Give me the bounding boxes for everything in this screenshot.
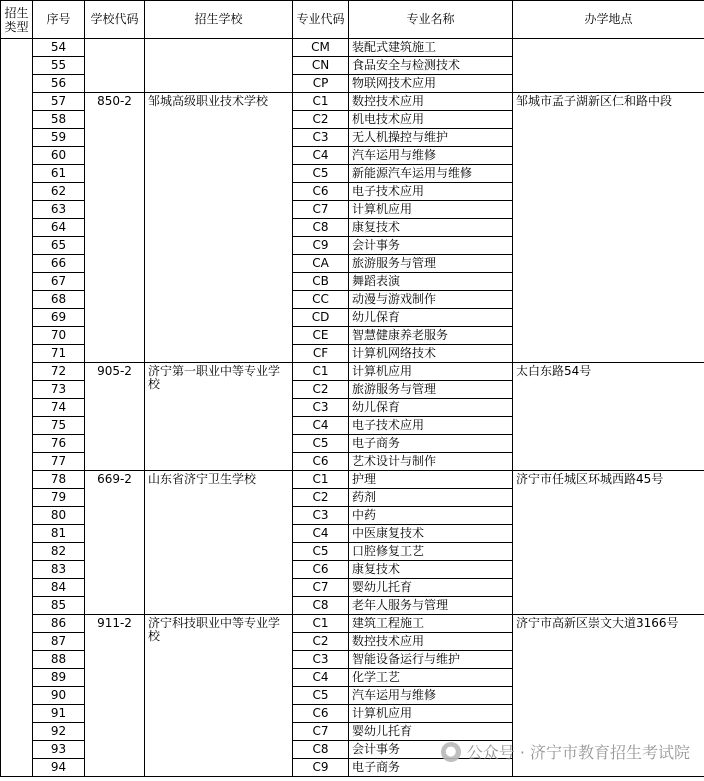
major-name-cell: 汽车运用与维修 xyxy=(349,147,513,165)
seq-cell: 80 xyxy=(33,507,85,525)
seq-cell: 58 xyxy=(33,111,85,129)
seq-cell: 57 xyxy=(33,93,85,111)
major-code-cell: C9 xyxy=(293,237,349,255)
table-row xyxy=(1,363,704,381)
major-name-cell: 电子技术应用 xyxy=(349,417,513,435)
major-name-cell: 无人机操控与维护 xyxy=(349,129,513,147)
school-code-cell xyxy=(85,39,145,93)
major-name-cell: 数控技术应用 xyxy=(349,633,513,651)
major-name-cell: 电子商务 xyxy=(349,759,513,777)
major-name-cell: 计算机应用 xyxy=(349,363,513,381)
seq-cell: 85 xyxy=(33,597,85,615)
seq-cell: 74 xyxy=(33,399,85,417)
location-cell xyxy=(513,39,704,93)
seq-cell: 83 xyxy=(33,561,85,579)
seq-cell: 67 xyxy=(33,273,85,291)
school-name-cell xyxy=(145,39,293,93)
major-code-cell: C6 xyxy=(293,183,349,201)
major-name-cell: 康复技术 xyxy=(349,219,513,237)
header-enroll-type: 招生类型 xyxy=(1,1,33,39)
major-code-cell: C6 xyxy=(293,705,349,723)
major-code-cell: CN xyxy=(293,57,349,75)
major-name-cell: 舞蹈表演 xyxy=(349,273,513,291)
major-code-cell: C3 xyxy=(293,651,349,669)
major-code-cell: C7 xyxy=(293,579,349,597)
major-code-cell: C3 xyxy=(293,507,349,525)
major-code-cell: CE xyxy=(293,327,349,345)
major-code-cell: C4 xyxy=(293,417,349,435)
major-code-cell: C3 xyxy=(293,129,349,147)
major-code-cell: C7 xyxy=(293,201,349,219)
school-name-cell: 邹城高级职业技术学校 xyxy=(145,93,293,363)
major-code-cell: C8 xyxy=(293,219,349,237)
seq-cell: 81 xyxy=(33,525,85,543)
seq-cell: 69 xyxy=(33,309,85,327)
major-name-cell: 康复技术 xyxy=(349,561,513,579)
seq-cell: 91 xyxy=(33,705,85,723)
location-cell: 济宁市高新区崇文大道3166号 xyxy=(513,615,704,777)
seq-cell: 92 xyxy=(33,723,85,741)
seq-cell: 89 xyxy=(33,669,85,687)
header-location: 办学地点 xyxy=(513,1,704,39)
school-code-cell: 850-2 xyxy=(85,93,145,363)
wechat-icon: ● xyxy=(441,742,461,762)
major-code-cell: C4 xyxy=(293,669,349,687)
major-code-cell: C2 xyxy=(293,111,349,129)
seq-cell: 82 xyxy=(33,543,85,561)
major-code-cell: C1 xyxy=(293,615,349,633)
table-body xyxy=(1,39,704,777)
major-code-cell: C8 xyxy=(293,741,349,759)
major-code-cell: C6 xyxy=(293,561,349,579)
school-name-cell: 山东省济宁卫生学校 xyxy=(145,471,293,615)
location-cell: 邹城市孟子湖新区仁和路中段 xyxy=(513,93,704,363)
seq-cell: 65 xyxy=(33,237,85,255)
seq-cell: 93 xyxy=(33,741,85,759)
seq-cell: 73 xyxy=(33,381,85,399)
major-code-cell: C7 xyxy=(293,723,349,741)
school-name-cell: 济宁科技职业中等专业学校 xyxy=(145,615,293,777)
seq-cell: 60 xyxy=(33,147,85,165)
major-name-cell: 艺术设计与制作 xyxy=(349,453,513,471)
major-name-cell: 动漫与游戏制作 xyxy=(349,291,513,309)
major-name-cell: 口腔修复工艺 xyxy=(349,543,513,561)
major-name-cell: 汽车运用与维修 xyxy=(349,687,513,705)
major-code-cell: CD xyxy=(293,309,349,327)
seq-cell: 64 xyxy=(33,219,85,237)
major-name-cell: 建筑工程施工 xyxy=(349,615,513,633)
seq-cell: 76 xyxy=(33,435,85,453)
major-code-cell: CP xyxy=(293,75,349,93)
major-name-cell: 会计事务 xyxy=(349,237,513,255)
major-name-cell: 化学工艺 xyxy=(349,669,513,687)
major-code-cell: C6 xyxy=(293,453,349,471)
table-row xyxy=(1,93,704,111)
seq-cell: 71 xyxy=(33,345,85,363)
major-name-cell: 老年人服务与管理 xyxy=(349,597,513,615)
major-name-cell: 旅游服务与管理 xyxy=(349,381,513,399)
school-name-cell: 济宁第一职业中等专业学校 xyxy=(145,363,293,471)
major-name-cell: 装配式建筑施工 xyxy=(349,39,513,57)
major-name-cell: 计算机网络技术 xyxy=(349,345,513,363)
major-code-cell: C5 xyxy=(293,165,349,183)
major-name-cell: 计算机应用 xyxy=(349,201,513,219)
seq-cell: 68 xyxy=(33,291,85,309)
seq-cell: 75 xyxy=(33,417,85,435)
major-name-cell: 幼儿保育 xyxy=(349,309,513,327)
major-name-cell: 物联网技术应用 xyxy=(349,75,513,93)
seq-cell: 62 xyxy=(33,183,85,201)
enroll-type-cell xyxy=(1,39,33,777)
table-row xyxy=(1,39,704,57)
school-code-cell: 669-2 xyxy=(85,471,145,615)
major-name-cell: 婴幼儿托育 xyxy=(349,723,513,741)
seq-cell: 84 xyxy=(33,579,85,597)
major-code-cell: C5 xyxy=(293,543,349,561)
seq-cell: 77 xyxy=(33,453,85,471)
seq-cell: 88 xyxy=(33,651,85,669)
major-name-cell: 旅游服务与管理 xyxy=(349,255,513,273)
major-name-cell: 数控技术应用 xyxy=(349,93,513,111)
seq-cell: 66 xyxy=(33,255,85,273)
major-name-cell: 护理 xyxy=(349,471,513,489)
table-row xyxy=(1,471,704,489)
major-name-cell: 机电技术应用 xyxy=(349,111,513,129)
major-code-cell: CC xyxy=(293,291,349,309)
seq-cell: 70 xyxy=(33,327,85,345)
location-cell: 济宁市任城区环城西路45号 xyxy=(513,471,704,615)
seq-cell: 87 xyxy=(33,633,85,651)
major-name-cell: 新能源汽车运用与维修 xyxy=(349,165,513,183)
major-code-cell: CA xyxy=(293,255,349,273)
location-cell: 太白东路54号 xyxy=(513,363,704,471)
major-code-cell: CF xyxy=(293,345,349,363)
seq-cell: 61 xyxy=(33,165,85,183)
header-school-name: 招生学校 xyxy=(145,1,293,39)
major-code-cell: CB xyxy=(293,273,349,291)
seq-cell: 90 xyxy=(33,687,85,705)
header-row xyxy=(1,1,704,39)
major-code-cell: C1 xyxy=(293,363,349,381)
major-code-cell: C1 xyxy=(293,471,349,489)
major-code-cell: C8 xyxy=(293,597,349,615)
major-code-cell: C2 xyxy=(293,489,349,507)
seq-cell: 63 xyxy=(33,201,85,219)
school-code-cell: 911-2 xyxy=(85,615,145,777)
seq-cell: 78 xyxy=(33,471,85,489)
major-code-cell: C4 xyxy=(293,525,349,543)
major-name-cell: 电子技术应用 xyxy=(349,183,513,201)
header-school-code: 学校代码 xyxy=(85,1,145,39)
major-code-cell: C4 xyxy=(293,147,349,165)
seq-cell: 59 xyxy=(33,129,85,147)
seq-cell: 72 xyxy=(33,363,85,381)
major-name-cell: 智慧健康养老服务 xyxy=(349,327,513,345)
major-name-cell: 幼儿保育 xyxy=(349,399,513,417)
school-code-cell: 905-2 xyxy=(85,363,145,471)
major-code-cell: C5 xyxy=(293,435,349,453)
major-name-cell: 中医康复技术 xyxy=(349,525,513,543)
major-name-cell: 药剂 xyxy=(349,489,513,507)
major-name-cell: 计算机应用 xyxy=(349,705,513,723)
watermark-text: 公众号 · 济宁市教育招生考试院 xyxy=(466,743,690,762)
seq-cell: 56 xyxy=(33,75,85,93)
table-row xyxy=(1,615,704,633)
major-code-cell: C9 xyxy=(293,759,349,777)
seq-cell: 55 xyxy=(33,57,85,75)
header-seq: 序号 xyxy=(33,1,85,39)
major-code-cell: C1 xyxy=(293,93,349,111)
seq-cell: 86 xyxy=(33,615,85,633)
major-name-cell: 中药 xyxy=(349,507,513,525)
major-code-cell: C3 xyxy=(293,399,349,417)
watermark xyxy=(441,740,690,763)
seq-cell: 94 xyxy=(33,759,85,777)
major-name-cell: 会计事务 xyxy=(349,741,513,759)
major-name-cell: 电子商务 xyxy=(349,435,513,453)
header-major-name: 专业名称 xyxy=(349,1,513,39)
major-name-cell: 食品安全与检测技术 xyxy=(349,57,513,75)
major-code-cell: C2 xyxy=(293,633,349,651)
major-name-cell: 婴幼儿托育 xyxy=(349,579,513,597)
major-code-cell: C5 xyxy=(293,687,349,705)
major-name-cell: 智能设备运行与维护 xyxy=(349,651,513,669)
header-major-code: 专业代码 xyxy=(293,1,349,39)
seq-cell: 54 xyxy=(33,39,85,57)
major-code-cell: C2 xyxy=(293,381,349,399)
major-code-cell: CM xyxy=(293,39,349,57)
seq-cell: 79 xyxy=(33,489,85,507)
